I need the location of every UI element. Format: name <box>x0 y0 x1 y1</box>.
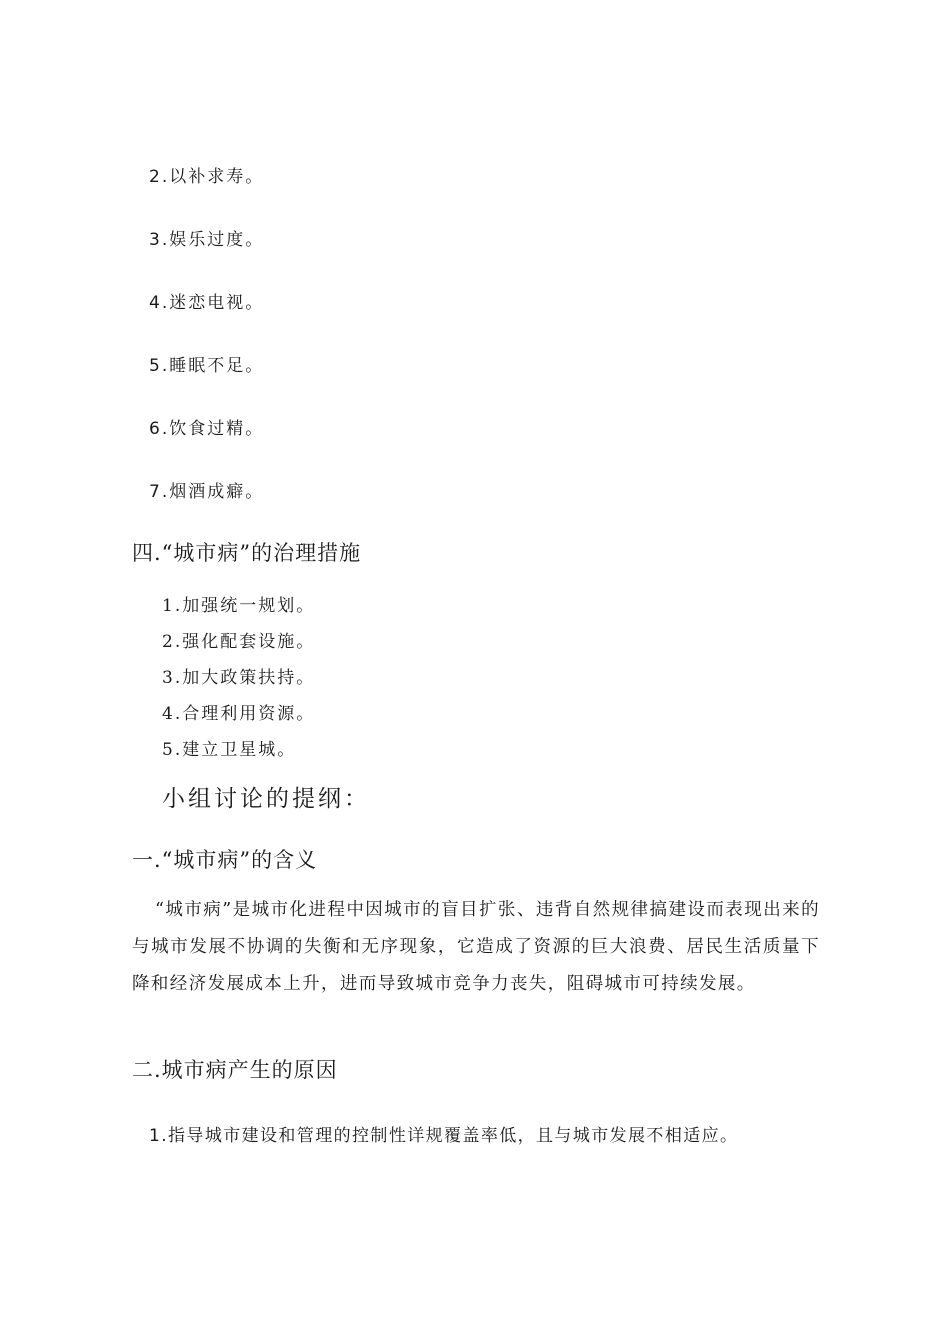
list-item: 2.以补求寿。 <box>149 167 265 187</box>
cause-item: 1.指导城市建设和管理的控制性详规覆盖率低，且与城市发展不相适应。 <box>149 1126 739 1146</box>
outline-title: 小组讨论的提纲： <box>162 786 370 812</box>
list-item: 6.饮食过精。 <box>149 419 265 439</box>
section-heading-measures: 四.“城市病”的治理措施 <box>132 541 362 565</box>
measure-item: 3.加大政策扶持。 <box>162 668 316 688</box>
measure-item: 2.强化配套设施。 <box>162 632 316 652</box>
section-heading-causes: 二.城市病产生的原因 <box>132 1058 338 1082</box>
measure-item: 1.加强统一规划。 <box>162 596 316 616</box>
measure-item: 5.建立卫星城。 <box>162 740 297 760</box>
list-item: 4.迷恋电视。 <box>149 293 265 313</box>
section-heading-meaning: 一.“城市病”的含义 <box>132 848 318 872</box>
meaning-paragraph: “城市病”是城市化进程中因城市的盲目扩张、违背自然规律搞建设而表现出来的与城市发展不协调的失衡和无序现象，它造成了资源的巨大浪费、居民生活质量下降和经济发展成本上升，进而导致城市竞争力丧失，阻碍城市可持续发展。 <box>132 900 820 994</box>
list-item: 3.娱乐过度。 <box>149 230 265 250</box>
measure-item: 4.合理利用资源。 <box>162 704 316 724</box>
list-item: 7.烟酒成癖。 <box>149 482 265 502</box>
list-item: 5.睡眠不足。 <box>149 356 265 376</box>
